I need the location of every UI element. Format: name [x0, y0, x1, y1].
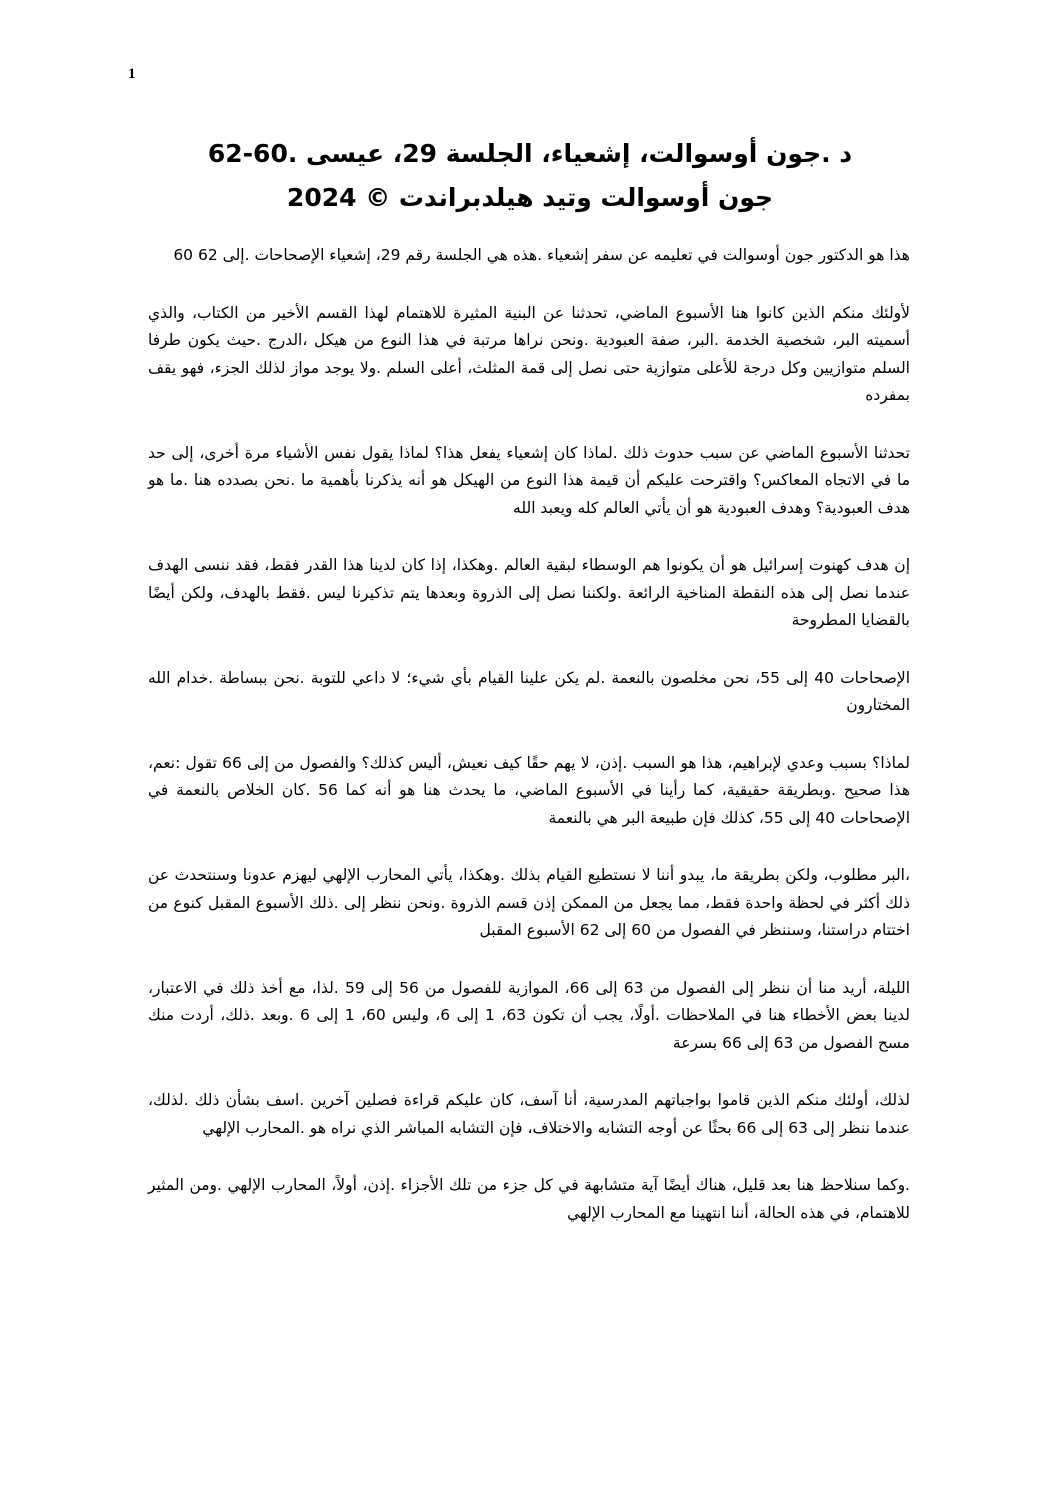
paragraph-4: إن هدف كهنوت إسرائيل هو أن يكونوا هم الوسطاء لبقية العالم .وهكذا، إذا كان لدينا هذا القدر فقط، فقد ننسى الهدف عندما نصل إلى هذه النقطة المناخية الرائعة .ولكننا نصل إلى الذروة وبعدها يتم تذكيرنا ليس .فقط بالهدف، ولكن أيضًا بالقضايا المطروحة	[148, 556, 910, 629]
paragraph-9: لذلك، أولئك منكم الذين قاموا بواجباتهم المدرسية، أنا آسف، كان عليكم قراءة فصلين آخرين .اسف بشأن ذلك .لذلك، عندما ننظر إلى 63 إلى 66 بحثًا عن أوجه التشابه والاختلاف، فإن التشابه المباشر الذي نراه هو .المحارب الإلهي	[148, 1091, 910, 1137]
paragraph-10: .وكما سنلاحظ هنا بعد قليل، هناك أيضًا آية متشابهة في كل جزء من تلك الأجزاء .إذن، أولاً، المحارب الإلهي .ومن المثير للاهتمام، في هذه الحالة، أننا انتهينا مع المحارب الإلهي	[148, 1176, 910, 1222]
paragraph-6: لماذا؟ بسبب وعدي لإبراهيم، هذا هو السبب .إذن، لا يهم حقًا كيف نعيش، أليس كذلك؟ والفصول من إلى 66 تقول :نعم، هذا صحيح .وبطريقة حقيقية، كما رأينا في الأسبوع الماضي، ما يحدث هنا هو أنه كما 56 .كان الخلاص بالنعمة في الإصحاحات 40 إلى 55، كذلك فإن طبيعة البر هي بالنعمة	[148, 753, 911, 827]
paragraph-7: ،البر مطلوب، ولكن بطريقة ما، يبدو أننا لا نستطيع القيام بذلك .وهكذا، يأتي المحارب الإلهي ليهزم عدونا وسنتحدث عن ذلك أكثر في لحظة واحدة فقط، مما يجعل من الممكن إذن قسم الذروة .ونحن ننظر إلى .ذلك الأسبوع المقبل كنوع من اختتام دراستنا، وسننظر في الفصول من 60 إلى 62 الأسبوع المقبل	[148, 866, 910, 939]
paragraph-1: هذا هو الدكتور جون أوسوالت في تعليمه عن سفر إشعياء .هذه هي الجلسة رقم 29، إشعياء الإصحاحات .إلى 62 60	[173, 246, 910, 264]
page-number: 1	[128, 66, 136, 82]
paragraph-2: لأولئك منكم الذين كانوا هنا الأسبوع الماضي، تحدثنا عن البنية المثيرة للاهتمام لهذا القسم الأخير من الكتاب، والذي أسميته البر، شخصية الخدمة .البر، صفة العبودية .ونحن نراها مرتبة في هذا النوع من هيكل ،الدرج .حيث يكون طرفا السلم متوازيين وكل درجة للأعلى متوازية حتى نصل إلى قمة المثلث، أعلى السلم .ولا يوجد مواز لذلك الجزء، فهو يقف بمفرده	[148, 303, 910, 404]
paragraph-3: تحدثنا الأسبوع الماضي عن سبب حدوث ذلك .لماذا كان إشعياء يفعل هذا؟ لماذا يقول نفس الأشياء مرة أخرى، إلى حد ما في الاتجاه المعاكس؟ واقترحت عليكم أن قيمة هذا النوع من الهيكل هو أنه يذكرنا بأهمية ما .نحن بصدده هنا .ما هو هدف العبودية؟ وهدف العبودية هو أن يأتي العالم كله ويعبد الله	[148, 443, 910, 517]
paragraph-5: الإصحاحات 40 إلى 55، نحن مخلصون بالنعمة .لم يكن علينا القيام بأي شيء؛ لا داعي للتوبة .نحن ببساطة .خدام الله المختارون	[148, 668, 910, 714]
document-body	[148, 242, 910, 1257]
document-title	[130, 132, 930, 220]
title-line-2: جون أوسوالت وتيد هيلدبراندت © 2024	[286, 183, 774, 212]
title-line-1: د .جون أوسوالت، إشعياء، الجلسة 29، عيسى .60-62	[207, 139, 853, 168]
paragraph-8: الليلة، أريد منا أن ننظر إلى الفصول من 63 إلى 66، الموازية للفصول من 56 إلى 59 .لذا، مع أخذ ذلك في الاعتبار، لدينا بعض الأخطاء هنا في الملاحظات .أولًا، يجب أن تكون 63، 1 إلى 6، وليس 60، 1 إلى 6 .وبعد .ذلك، أردت منك مسح الفصول من 63 إلى 66 بسرعة	[148, 978, 910, 1052]
